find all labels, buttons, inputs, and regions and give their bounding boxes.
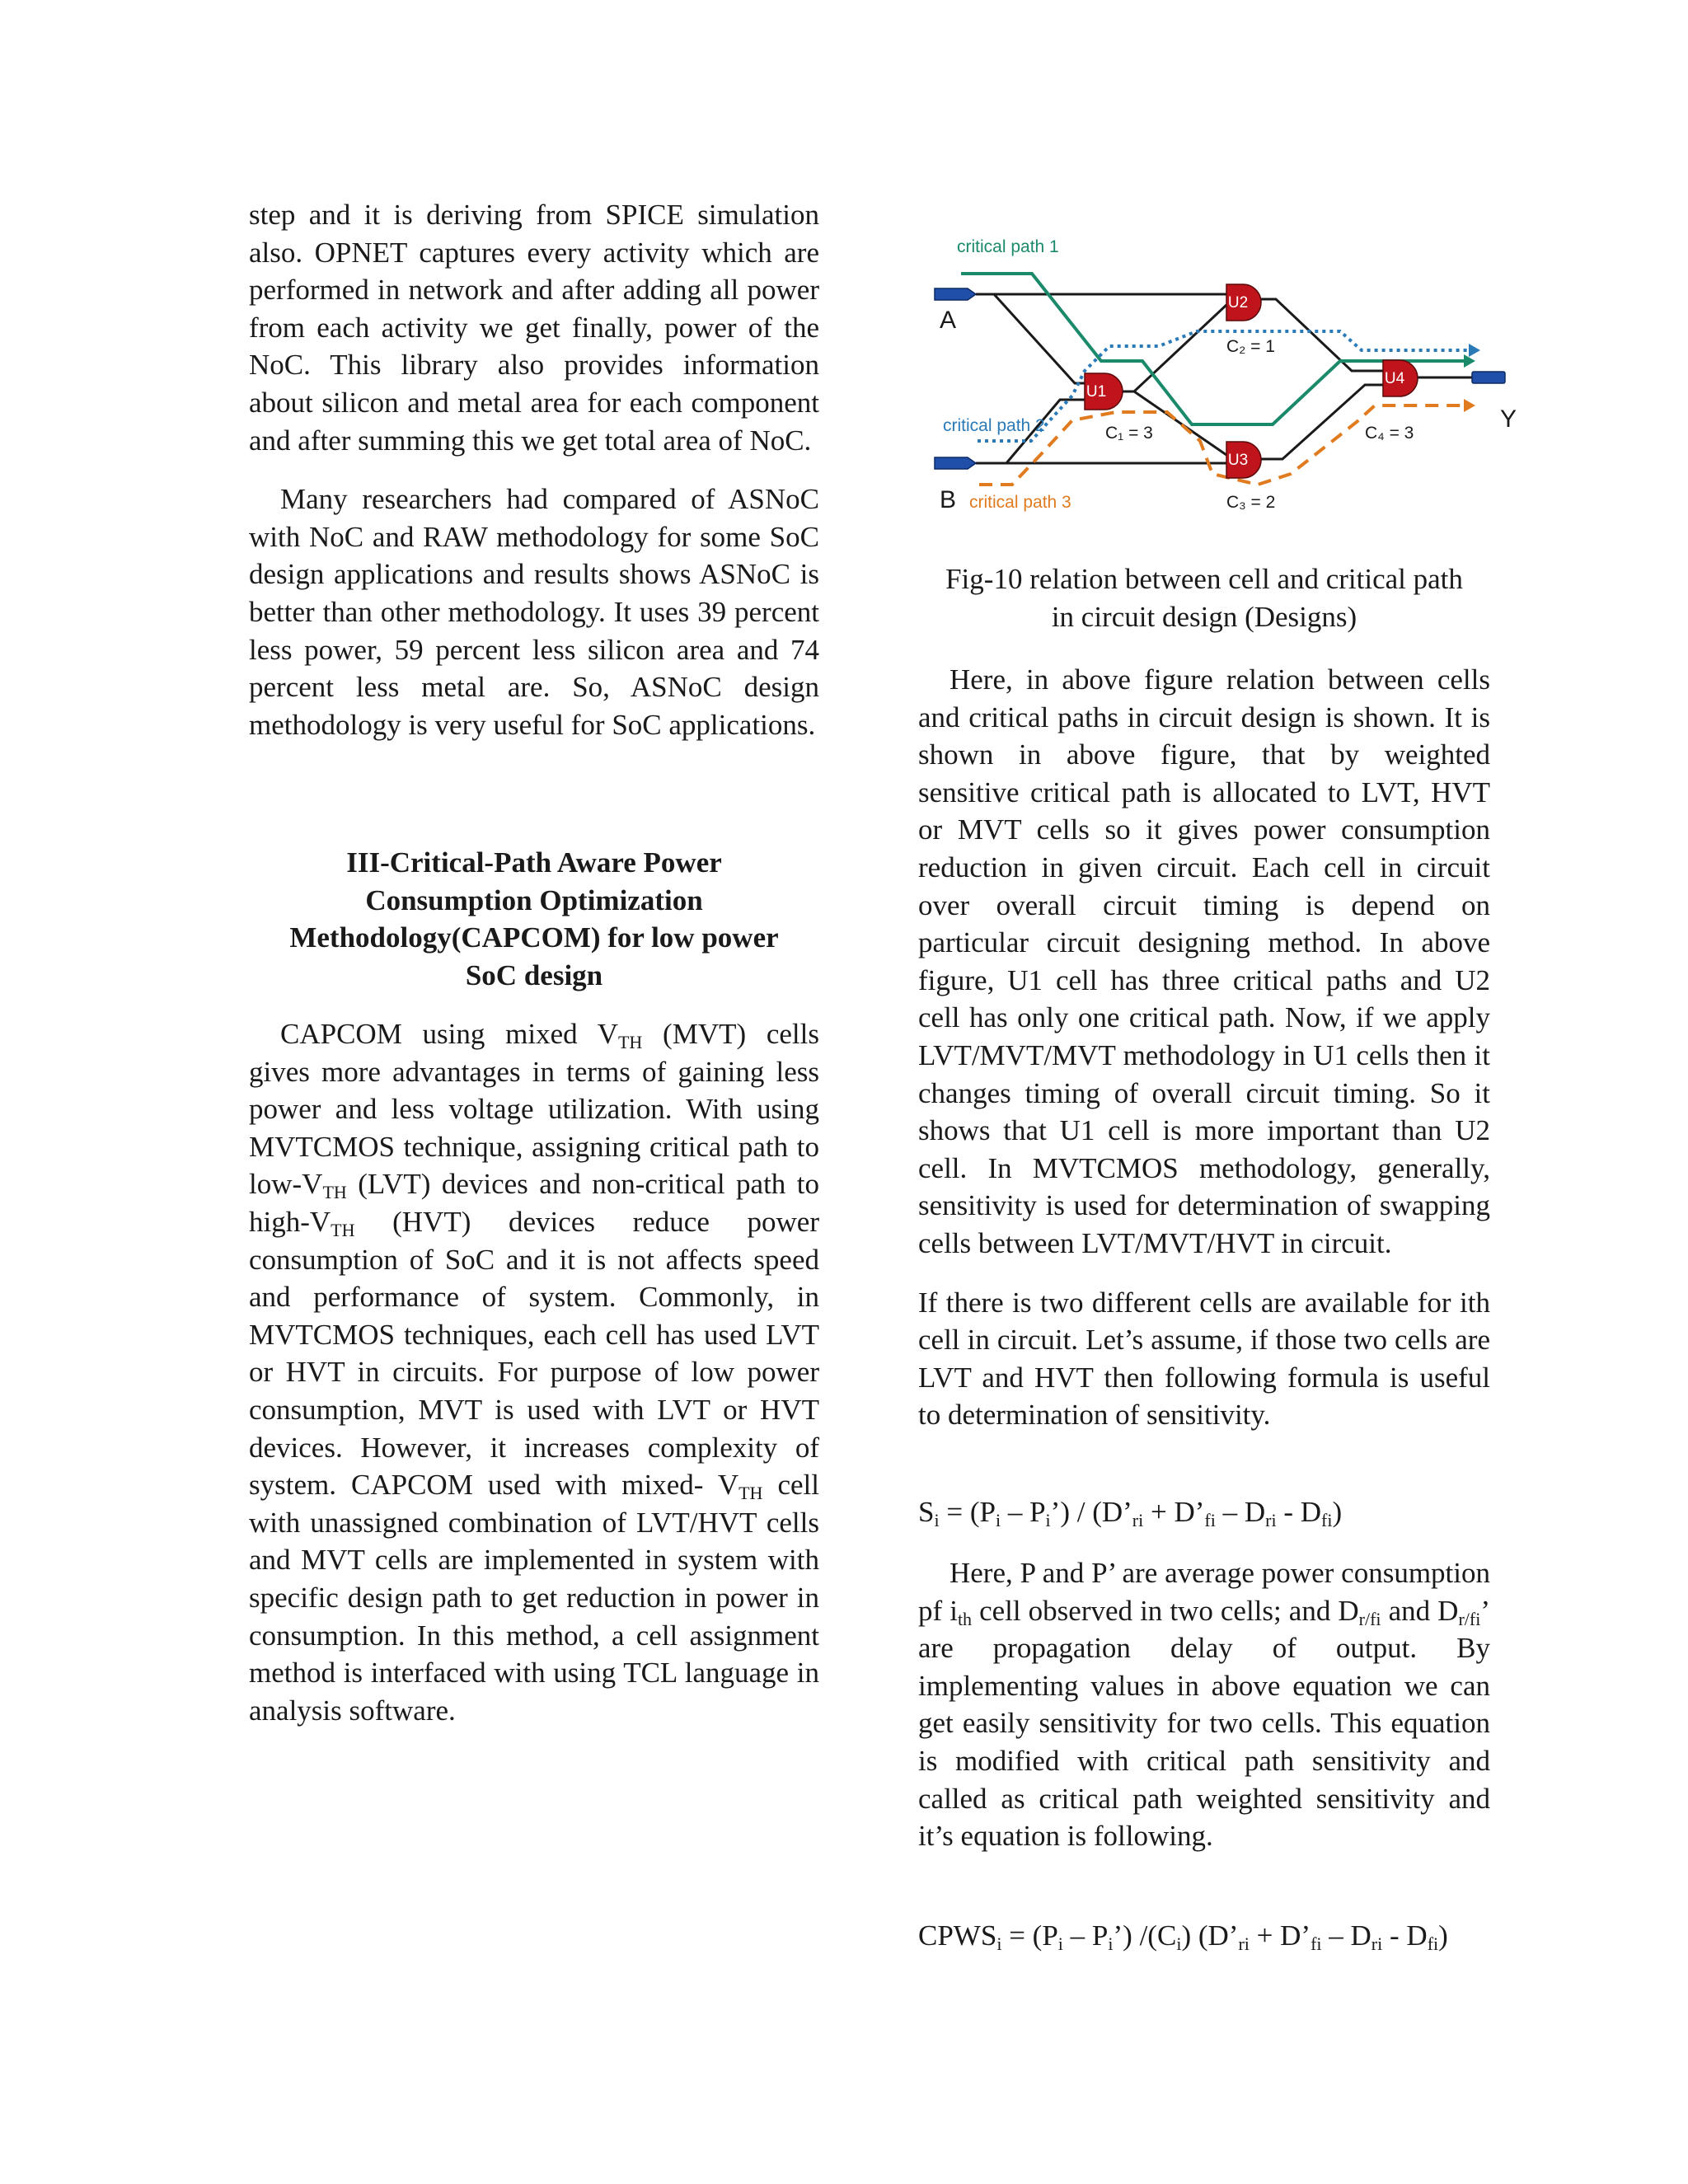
critical-path-circuit-figure: [928, 223, 1530, 527]
paragraph-capcom: CAPCOM using mixed $V_{TH}$ (MVT) cells gives more advantages in terms of gaining less power and less voltage utilization. With using MVTCMOS technique, assigning critical path to low-$V_{TH}$ (LVT) devices and non-critical path to high-$V_{TH}$ (HVT) devices reduce power consumption of SoC and it is not affects speed and performance of system. Commonly, in MVTCMOS techniques, each cell has used LVT or HVT in circuits. For purpose of low power consumption, MVT is used with LVT or HVT devices. However, it increases complexity of system. CAPCOM used with mixed- $V_{TH}$ cell with unassigned combination of LVT/HVT cells and MVT cells are implemented in system with specific design path to get reduction in power in consumption. In this method, a cell assignment method is interfaced with using TCL language in analysis software.: [249, 1018, 819, 1727]
right-column: [918, 661, 1490, 1434]
critical-path-1-label: critical path 1: [957, 237, 1059, 256]
paragraph-asnoc: Many researchers had compared of ASNoC with NoC and RAW methodology for some SoC design applications and results shows ASNoC is better than other methodology. It uses 39 percent less power, 59 percent less silicon area and 74 percent less metal are. So, ASNoC design methodology is very useful for SoC applications.: [249, 483, 819, 741]
input-port-a: [935, 288, 976, 300]
weight-c2-label: C₂ = 1: [1226, 337, 1275, 356]
weight-c1-label: C₁ = 3: [1105, 424, 1153, 443]
gate-u3-label: U3: [1227, 452, 1249, 469]
paragraph-sensitivity: If there is two different cells are available for ith cell in circuit. Let’s assume, if those two cells are LVT and HVT then following formula is useful to determination of sensitivity.: [918, 1286, 1490, 1432]
heading-line: SoC design: [465, 958, 603, 991]
gate-u1-label: U1: [1085, 383, 1107, 401]
figure-caption: [918, 560, 1490, 635]
critical-path-3-line: [979, 405, 1464, 485]
caption-line: Fig-10 relation between cell and critical path: [945, 563, 1463, 595]
paragraph-opnet: step and it is deriving from SPICE simulation also. OPNET captures every activity which are performed in network and after adding all power from each activity we get finally, power of the NoC. This library also provides information about silicon and metal area for each component and after summing this we get total area of NoC.: [249, 199, 819, 457]
critical-path-2-arrowhead: [1469, 344, 1480, 357]
left-column-top: [249, 196, 819, 743]
critical-path-2-label: critical path 2: [943, 416, 1045, 435]
left-column-bottom: [249, 1015, 819, 1729]
heading-line: Methodology(CAPCOM) for low power: [289, 921, 779, 954]
caption-line: in circuit design (Designs): [1051, 600, 1357, 633]
paragraph-power-delay: Here, P and P’ are average power consumption pf $i_{th}$ cell observed in two cells; and $D_{r/fi}$ and $D_{r/fi}$’ are propagation delay of output. By implementing values in above equation we can get easily sensitivity for two cells. This equation is modified with critical path sensitivity and called as critical path weighted sensitivity and it’s equation is following.: [918, 1557, 1490, 1853]
input-b-label: B: [940, 486, 957, 513]
critical-path-3-label: critical path 3: [969, 493, 1071, 512]
input-port-b: [935, 457, 976, 469]
wire: [1119, 305, 1226, 391]
weight-c4-label: C₄ = 3: [1365, 424, 1414, 443]
input-a-label: A: [940, 307, 957, 334]
critical-path-3-arrowhead: [1464, 399, 1475, 412]
section-heading: [249, 844, 819, 994]
critical-path-1-line: [961, 274, 1464, 424]
gate-u2-label: U2: [1227, 294, 1249, 312]
heading-line: III-Critical-Path Aware Power: [346, 846, 722, 879]
weight-c3-label: C₃ = 2: [1226, 493, 1276, 512]
paragraph-critical-paths: Here, in above figure relation between cells and critical paths in circuit design is shown. It is shown in above figure, that by weighted sensitive critical path is allocated to LVT, HVT or MVT cells so it gives power consumption reduction in given circuit. Each cell in circuit over overall circuit timing is depend on particular circuit designing method. In above figure, U1 cell has three critical paths and U2 cell has only one critical path. Now, if we apply LVT/MVT/MVT methodology in U1 cells then it changes timing of overall circuit timing. So it shows that U1 cell is more important than U2 cell. In MVTCMOS methodology, generally, sensitivity is used for determination of swapping cells between LVT/MVT/HVT in circuit.: [918, 663, 1490, 1259]
output-y-label: Y: [1500, 405, 1517, 433]
wire: [976, 294, 1085, 383]
heading-line: Consumption Optimization: [365, 883, 703, 916]
gate-u4-label: U4: [1384, 370, 1405, 387]
equation-cpws: $CPWS_i = (P_i$ – $P_i$’) $/(C_i)$ ($D’_{ri}$ + $D’_{fi} - D_{ri} - D_{fi}$): [918, 1919, 1448, 1954]
output-port-y: [1472, 372, 1505, 383]
right-column-bottom: [918, 1554, 1490, 1855]
equation-sensitivity: $S_i = (P_i$ – $P_i$’) / ($D’_{ri}$ + $D’_{fi} - D_{ri} - D_{fi}$): [918, 1496, 1343, 1530]
